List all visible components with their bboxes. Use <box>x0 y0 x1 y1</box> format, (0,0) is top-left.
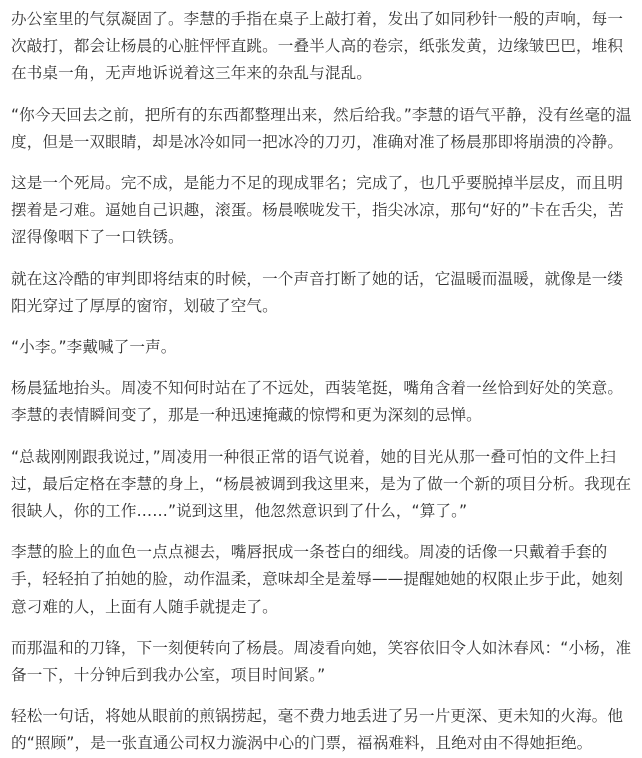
paragraph-6: 杨晨猛地抬头。周凌不知何时站在了不远处，西装笔挺，嘴角含着一丝恰到好处的笑意。李慧的表情瞬间变了，那是一种迅速掩藏的惊愕和更为深刻的忌惮。 <box>11 379 624 425</box>
paragraph-4: 就在这冷酷的审判即将结束的时候，一个声音打断了她的话，它温暖而温暖，就像是一缕阳光穿过了厚厚的窗帘，划破了空气。 <box>11 269 624 315</box>
paragraph-10: 轻松一句话，将她从眼前的煎锅捞起，毫不费力地丢进了另一片更深、更未知的火海。他的“照顾”，是一张直通公司权力漩涡中心的门票，福祸难料，且绝对由不得她拒绝。 <box>11 707 624 753</box>
paragraph-8: 李慧的脸上的血色一点点褪去，嘴唇抿成一条苍白的细线。周凌的话像一只戴着手套的手，轻轻拍了拍她的脸，动作温柔，意味却全是羞辱——提醒她她的权限止步于此，她刻意刁难的人，上面有人随手就提走了。 <box>11 543 624 616</box>
paragraph-3: 这是一个死局。完不成，是能力不足的现成罪名；完成了，也几乎要脱掉半层皮，而且明摆着是刁难。逼她自己识趣，滚蛋。杨晨喉咙发干，指尖冰凉，那句“好的”卡在舌尖，苦涩得像咽下了一口铁锈。 <box>11 174 624 247</box>
paragraph-9: 而那温和的刀锋，下一刻便转向了杨晨。周凌看向她，笑容依旧令人如沐春风：“小杨，准备一下，十分钟后到我办公室，项目时间紧。” <box>11 638 632 685</box>
paragraph-7: “总裁刚刚跟我说过，”周凌用一种很正常的语气说着，她的目光从那一叠可怕的文件上扫过，最后定格在李慧的身上，“杨晨被调到我这里来，是为了做一个新的项目分析。我现在很缺人，你的工作……”说到这里，他忽然意识到了什么，“算了。” <box>11 447 632 521</box>
paragraph-5: “小李。”李戴喊了一声。 <box>11 338 177 357</box>
paragraph-2: “你今天回去之前，把所有的东西都整理出来，然后给我。”李慧的语气平静，没有丝毫的温度，但是一双眼睛，却是冰冷如同一把冰冷的刀刃，准确对准了杨晨那即将崩溃的冷静。 <box>11 105 632 151</box>
paragraph-1: 办公室里的气氛凝固了。李慧的手指在桌子上敲打着，发出了如同秒针一般的声响，每一次敲打，都会让杨晨的心脏怦怦直跳。一叠半人高的卷宗，纸张发黄，边缘皱巴巴，堆积在书桌一角，无声地诉说着这三年来的杂乱与混乱。 <box>11 10 624 83</box>
